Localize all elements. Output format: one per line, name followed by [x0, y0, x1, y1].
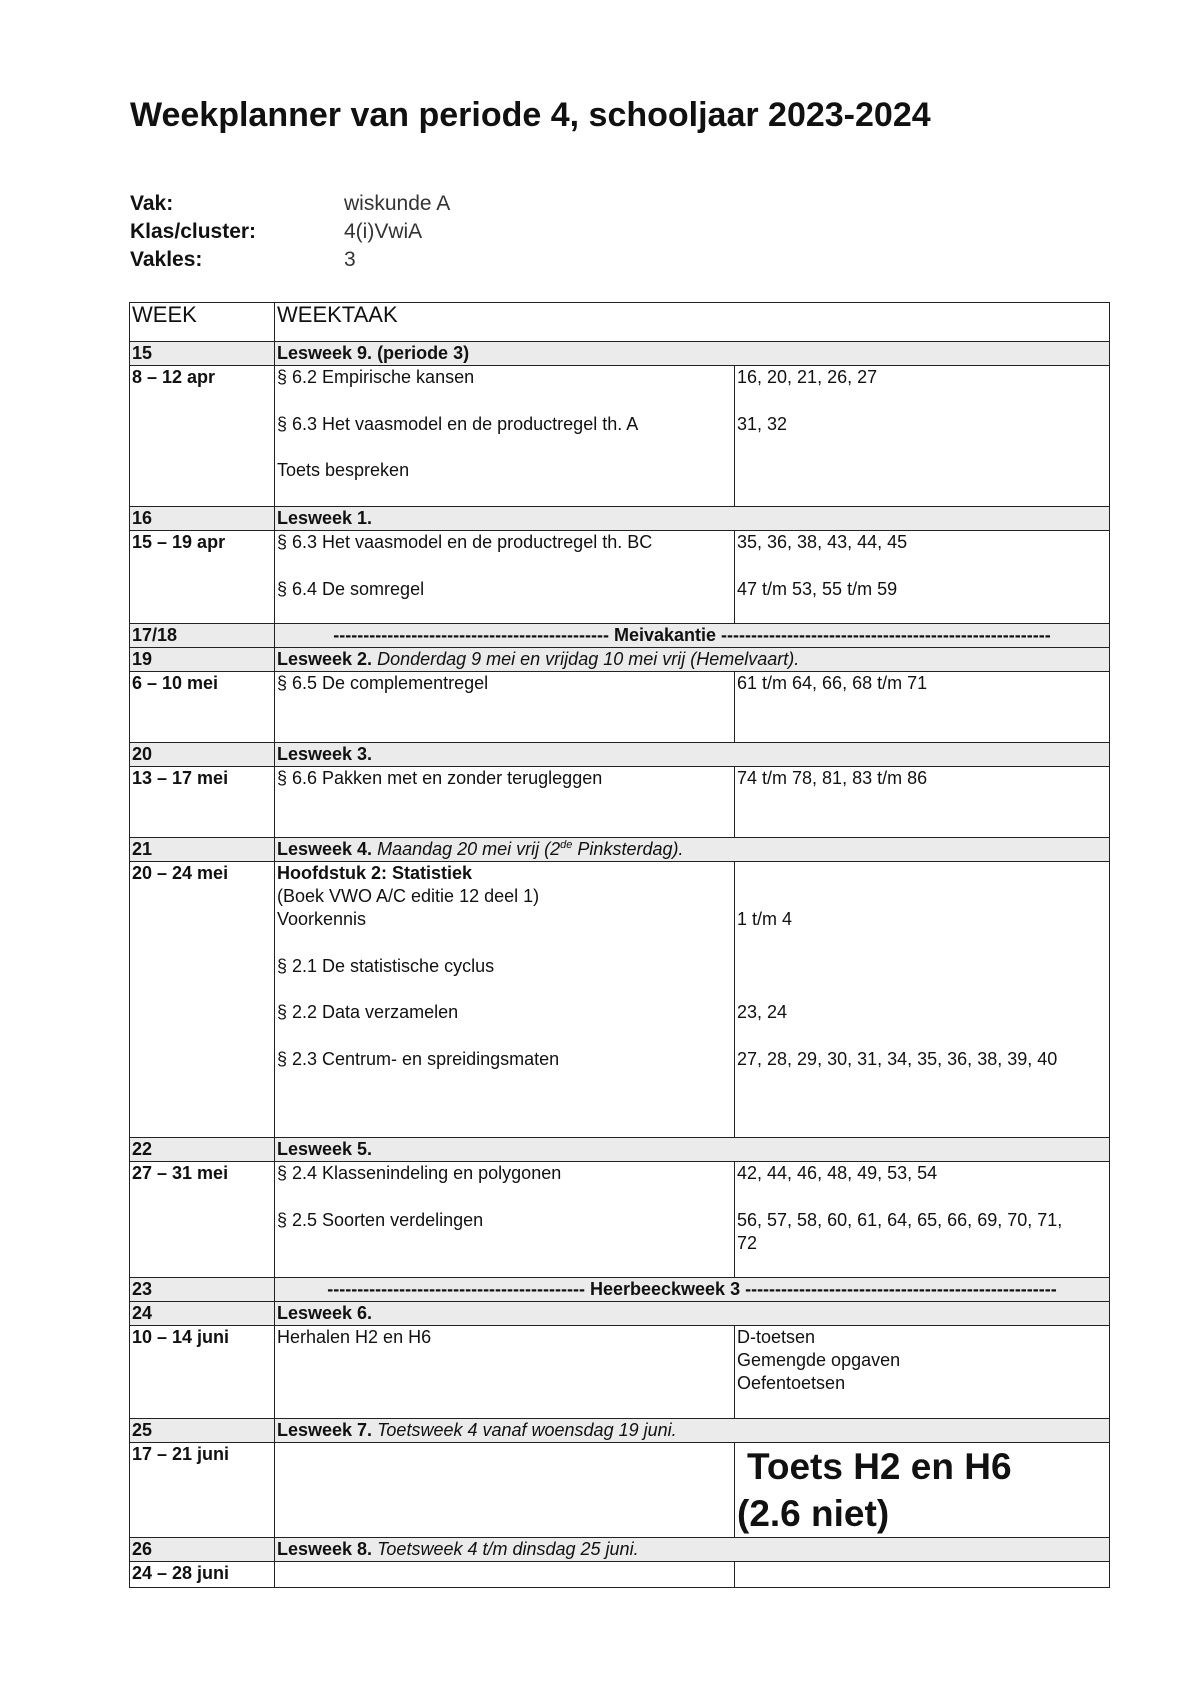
- exercise-list: 1 t/m 4: [737, 909, 793, 929]
- week-content-row: [130, 672, 1110, 743]
- task-item: § 2.1 De statistische cyclus: [277, 955, 495, 976]
- week-number: 26: [130, 1538, 275, 1562]
- date-range: 10 – 14 juni: [132, 1327, 230, 1347]
- exercises-cell: [735, 1326, 1110, 1419]
- lesweek-label: Lesweek 3.: [277, 744, 373, 764]
- lesweek-row: [130, 1138, 1110, 1162]
- task-item: § 6.3 Het vaasmodel en de productregel th. A: [277, 413, 639, 434]
- lesweek-label-cell: [275, 507, 1110, 531]
- lesweek-note: Maandag 20 mei vrij (2de Pinksterdag).: [377, 839, 684, 859]
- lesweek-label: Lesweek 9. (periode 3): [277, 343, 470, 363]
- task-item: § 2.4 Klassenindeling en polygonen: [277, 1163, 562, 1183]
- task-item: § 6.2 Empirische kansen: [277, 367, 475, 387]
- exercise-list: 74 t/m 78, 81, 83 t/m 86: [737, 768, 928, 788]
- week-number: 20: [130, 743, 275, 767]
- week-content-row: [130, 366, 1110, 507]
- date-range-cell: [130, 1443, 275, 1538]
- lesweek-note: Donderdag 9 mei en vrijdag 10 mei vrij (Hemelvaart).: [377, 649, 800, 669]
- lesweek-row: [130, 648, 1110, 672]
- exercises-cell: [735, 366, 1110, 507]
- header-week: WEEK: [130, 303, 275, 342]
- task-cell: [275, 531, 735, 624]
- book-reference: (Boek VWO A/C editie 12 deel 1): [277, 886, 540, 906]
- task-item: Voorkennis: [277, 909, 367, 929]
- date-range: 27 – 31 mei: [132, 1163, 229, 1183]
- lesweek-row: [130, 743, 1110, 767]
- week-number: 23: [130, 1278, 275, 1302]
- week-number: 22: [130, 1138, 275, 1162]
- lesweek-label-cell: [275, 1138, 1110, 1162]
- date-range-cell: [130, 672, 275, 743]
- date-range: 6 – 10 mei: [132, 673, 219, 693]
- lesweek-label-cell: [275, 1419, 1110, 1443]
- exercise-list: 16, 20, 21, 26, 27: [737, 367, 878, 387]
- lesweek-label: Lesweek 6.: [277, 1303, 373, 1323]
- week-number: 21: [130, 838, 275, 862]
- task-cell: [275, 366, 735, 507]
- task-cell: [275, 672, 735, 743]
- exercise-list: 35, 36, 38, 43, 44, 45: [737, 532, 908, 552]
- test-note: (2.6 niet): [737, 1493, 890, 1534]
- week-number: 19: [130, 648, 275, 672]
- header-task: WEEKTAAK: [275, 303, 1110, 342]
- meta-value: 3: [344, 248, 356, 271]
- date-range-cell: [130, 767, 275, 838]
- lesweek-label: Lesweek 4.: [277, 839, 373, 859]
- week-content-row: [130, 531, 1110, 624]
- task-cell: [275, 1443, 735, 1538]
- week-number: 16: [130, 507, 275, 531]
- exercise-list: 42, 44, 46, 48, 49, 53, 54: [737, 1163, 938, 1183]
- lesweek-label: Lesweek 5.: [277, 1139, 373, 1159]
- lesweek-label: Lesweek 1.: [277, 508, 373, 528]
- task-cell: [275, 862, 735, 1138]
- exercise-list: 27, 28, 29, 30, 31, 34, 35, 36, 38, 39, 40: [737, 1048, 1058, 1069]
- date-range-cell: [130, 531, 275, 624]
- lesweek-label-cell: [275, 1538, 1110, 1562]
- lesweek-label-cell: [275, 838, 1110, 862]
- meta-value: wiskunde A: [344, 192, 451, 215]
- task-item: § 2.2 Data verzamelen: [277, 1002, 459, 1022]
- meta-row-vakles: [130, 246, 450, 274]
- date-range: 20 – 24 mei: [132, 863, 229, 883]
- exercises-cell: [735, 1162, 1110, 1278]
- task-item: § 6.5 De complementregel: [277, 673, 489, 693]
- exercise-list: 61 t/m 64, 66, 68 t/m 71: [737, 673, 928, 693]
- date-range-cell: [130, 1562, 275, 1588]
- task-cell: [275, 1162, 735, 1278]
- test-title: Toets H2 en H6: [747, 1446, 1012, 1487]
- lesweek-label-cell: [275, 1302, 1110, 1326]
- heerbeeckweek-row: [130, 1278, 1110, 1302]
- date-range-cell: [130, 862, 275, 1138]
- week-content-row: [130, 862, 1110, 1138]
- lesweek-note: Toetsweek 4 t/m dinsdag 25 juni.: [377, 1539, 639, 1559]
- heerbeeckweek-label: ------------------------------------------- Heerbeeckweek 3 ----------------------------------------------------: [275, 1278, 1110, 1302]
- task-item: Toets bespreken: [277, 460, 410, 480]
- week-number: 17/18: [130, 624, 275, 648]
- lesweek-label: Lesweek 2.: [277, 649, 373, 669]
- date-range: 17 – 21 juni: [132, 1444, 230, 1464]
- task-cell: [275, 767, 735, 838]
- exercise-list: 23, 24: [737, 1002, 788, 1022]
- exercise-list: Oefentoetsen: [737, 1373, 846, 1393]
- exercise-list: Gemengde opgaven: [737, 1350, 901, 1370]
- lesweek-row: [130, 1538, 1110, 1562]
- lesweek-row: [130, 1302, 1110, 1326]
- lesweek-label-cell: [275, 648, 1110, 672]
- date-range-cell: [130, 366, 275, 507]
- exercise-list-continued: 72: [737, 1232, 758, 1253]
- meta-label: Klas/cluster:: [130, 220, 257, 243]
- weekplanner-table: [129, 302, 1110, 1588]
- meta-value: 4(i)VwiA: [344, 220, 423, 243]
- lesweek-label: Lesweek 7.: [277, 1420, 373, 1440]
- date-range: 24 – 28 juni: [132, 1563, 230, 1583]
- meta-label: Vakles:: [130, 248, 203, 271]
- date-range: 15 – 19 apr: [132, 532, 226, 552]
- lesweek-label-cell: [275, 342, 1110, 366]
- vacation-row: [130, 624, 1110, 648]
- task-item: § 2.5 Soorten verdelingen: [277, 1209, 484, 1230]
- date-range: 8 – 12 apr: [132, 367, 216, 387]
- table-header-row: [130, 303, 1110, 342]
- exercises-cell: [735, 767, 1110, 838]
- week-content-row: [130, 1562, 1110, 1588]
- lesweek-row: [130, 838, 1110, 862]
- task-item: § 6.6 Pakken met en zonder terugleggen: [277, 768, 603, 788]
- week-content-row: [130, 767, 1110, 838]
- lesweek-row: [130, 507, 1110, 531]
- lesweek-label: Lesweek 8.: [277, 1539, 373, 1559]
- exercise-list: 31, 32: [737, 413, 788, 434]
- task-item: § 6.4 De somregel: [277, 578, 425, 599]
- course-info: [130, 190, 450, 274]
- lesweek-label-cell: [275, 743, 1110, 767]
- week-content-row: [130, 1162, 1110, 1278]
- week-content-row: [130, 1326, 1110, 1419]
- task-item: § 2.3 Centrum- en spreidingsmaten: [277, 1048, 560, 1069]
- lesweek-note: Toetsweek 4 vanaf woensdag 19 juni.: [377, 1420, 677, 1440]
- task-item: Herhalen H2 en H6: [277, 1327, 432, 1347]
- task-cell: [275, 1326, 735, 1419]
- lesweek-row: [130, 1419, 1110, 1443]
- week-content-row: [130, 1443, 1110, 1538]
- vacation-label: ---------------------------------------------- Meivakantie -------------------------------------------------------: [275, 624, 1110, 648]
- page-title: Weekplanner van periode 4, schooljaar 2023-2024: [130, 96, 931, 134]
- meta-label: Vak:: [130, 192, 174, 215]
- exercises-cell: [735, 1562, 1110, 1588]
- exercises-cell: [735, 1443, 1110, 1538]
- exercises-cell: [735, 862, 1110, 1138]
- week-number: 25: [130, 1419, 275, 1443]
- exercises-cell: [735, 672, 1110, 743]
- date-range: 13 – 17 mei: [132, 768, 229, 788]
- exercise-list: D-toetsen: [737, 1327, 816, 1347]
- exercise-list: 47 t/m 53, 55 t/m 59: [737, 578, 898, 599]
- week-number: 15: [130, 342, 275, 366]
- week-number: 24: [130, 1302, 275, 1326]
- date-range-cell: [130, 1326, 275, 1419]
- exercise-list: 56, 57, 58, 60, 61, 64, 65, 66, 69, 70, 71,: [737, 1209, 1063, 1230]
- meta-row-klas: [130, 218, 450, 246]
- date-range-cell: [130, 1162, 275, 1278]
- lesweek-row: [130, 342, 1110, 366]
- meta-row-vak: [130, 190, 450, 218]
- chapter-title: Hoofdstuk 2: Statistiek: [277, 863, 473, 883]
- task-item: § 6.3 Het vaasmodel en de productregel th. BC: [277, 532, 653, 552]
- exercises-cell: [735, 531, 1110, 624]
- task-cell: [275, 1562, 735, 1588]
